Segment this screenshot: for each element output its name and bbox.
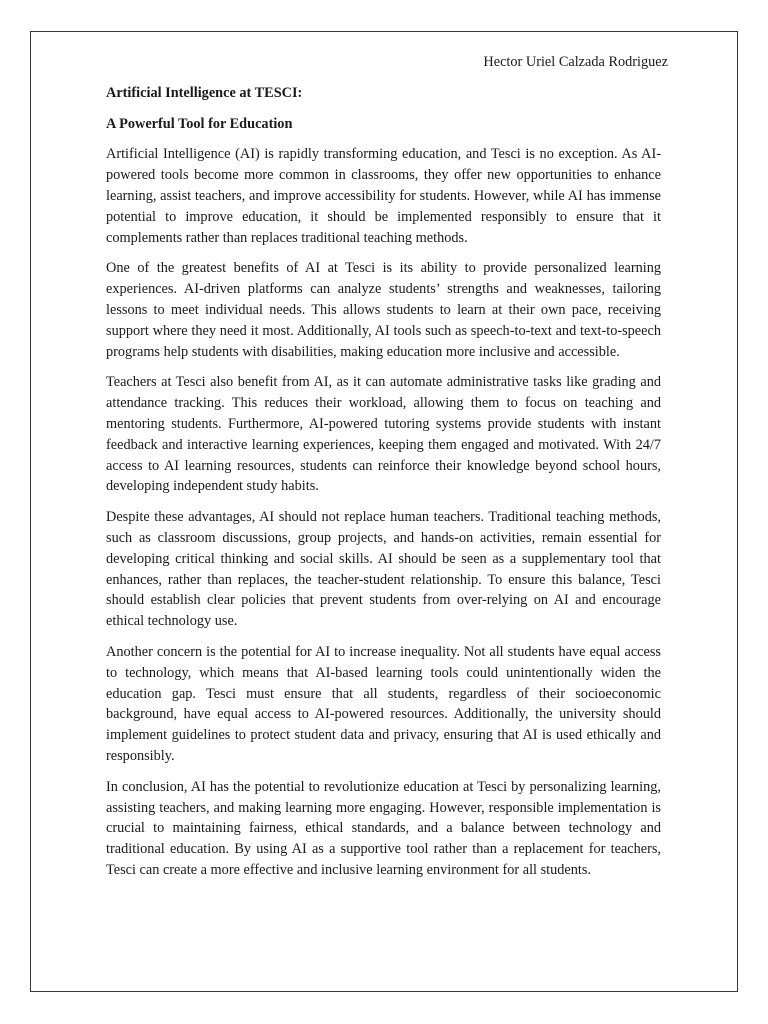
paragraph-conclusion: In conclusion, AI has the potential to revolutionize education at Tesci by personalizing learning, assisting teachers, and making learning more engaging. However, responsible implementation is crucial to maintaining fairness, ethical standards, and a balance between technology and traditional education. By using AI as a supportive tool rather than a replacement for teachers, Tesci can create a more effective and inclusive learning environment for all students.	[106, 778, 661, 878]
paragraph-inequality: Another concern is the potential for AI to increase inequality. Not all students have equal access to technology, which means that AI-based learning tools could unintentionally widen the education gap. Tesci must ensure that all students, regardless of their socioeconomic background, have equal access to AI-powered resources. Additionally, the university should implement guidelines to protect student data and privacy, ensuring that AI is used ethically and responsibly.	[106, 643, 661, 764]
paragraph-personalized-learning: One of the greatest benefits of AI at Tesci is its ability to provide personalized learning experiences. AI-driven platforms can analyze students’ strengths and weaknesses, tailoring lessons to meet individual needs. This allows students to learn at their own pace, receiving support where they need it most. Additionally, AI tools such as speech-to-text and text-to-speech programs help students with disabilities, making education more inclusive and accessible.	[106, 260, 661, 360]
paragraph-intro: Artificial Intelligence (AI) is rapidly transforming education, and Tesci is no exception. As AI-powered tools become more common in classrooms, they offer new opportunities to enhance learning, assist teachers, and improve accessibility for students. However, while AI has immense potential to improve education, it should be implemented responsibly to ensure that it complements rather than replaces traditional teaching methods.	[106, 146, 661, 246]
author-name: Hector Uriel Calzada Rodriguez	[483, 54, 668, 70]
document-title: Artificial Intelligence at TESCI:	[106, 84, 303, 101]
document-subtitle: A Powerful Tool for Education	[106, 115, 293, 132]
document-body	[106, 52, 668, 891]
paragraph-human-teachers: Despite these advantages, AI should not replace human teachers. Traditional teaching methods, such as classroom discussions, group projects, and hands-on activities, remain essential for developing critical thinking and social skills. AI should be seen as a supplementary tool that enhances, rather than replaces, the teacher-student relationship. To ensure this balance, Tesci should establish clear policies that prevent students from over-relying on AI and encourage ethical technology use.	[106, 509, 661, 630]
paragraph-teacher-benefits: Teachers at Tesci also benefit from AI, as it can automate administrative tasks like grading and attendance tracking. This reduces their workload, allowing them to focus on teaching and mentoring students. Furthermore, AI-powered tutoring systems provide students with instant feedback and interactive learning experiences, keeping them engaged and motivated. With 24/7 access to AI learning resources, students can reinforce their knowledge beyond school hours, developing independent study habits.	[106, 374, 661, 495]
